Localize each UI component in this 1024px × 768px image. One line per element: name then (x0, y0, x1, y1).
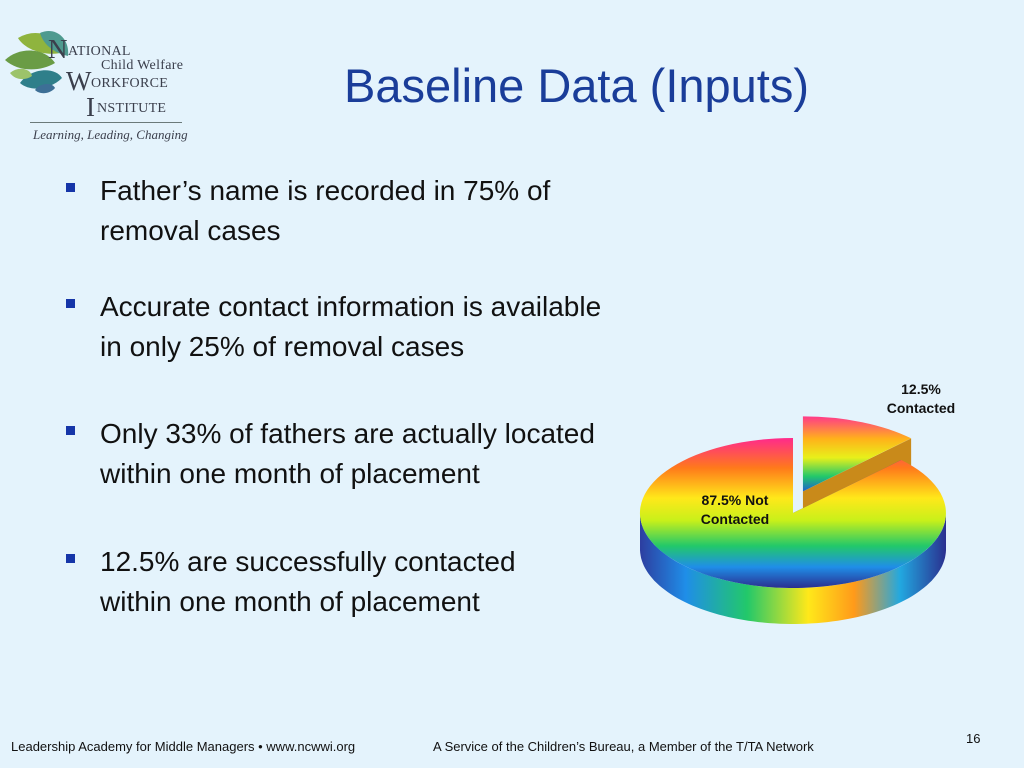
footer-left: Leadership Academy for Middle Managers • www.ncwwi.org (11, 739, 356, 754)
bullet-square-icon (66, 299, 75, 308)
bullet-line: within one month of placement (100, 458, 480, 489)
logo-letter-n: N (48, 34, 68, 64)
ncwwi-logo (0, 28, 200, 148)
bullet-square-icon (66, 554, 75, 563)
bullet-line: in only 25% of removal cases (100, 331, 465, 362)
slice-label-line: 87.5% Not (701, 492, 769, 508)
bullet-line: Accurate contact information is available (100, 291, 602, 322)
slice-label-not-contacted (690, 491, 780, 529)
pie-chart (630, 370, 1024, 640)
bullet-text (100, 542, 516, 622)
logo-word-ational: ATIONAL (68, 44, 131, 59)
page-number: 16 (966, 731, 981, 746)
slice-label-line: Contacted (700, 511, 770, 527)
logo-word-orkforce: ORKFORCE (91, 76, 169, 91)
logo-letter-i: I (86, 92, 95, 122)
logo-divider (30, 122, 182, 123)
bullet-line: Father’s name is recorded in 75% of (100, 175, 551, 206)
bullet-line: removal cases (100, 215, 281, 246)
footer-right: A Service of the Children’s Bureau, a Member of the T/TA Network (433, 739, 814, 754)
logo-child-welfare: Child Welfare (101, 58, 184, 73)
bullet-line: Only 33% of fathers are actually located (100, 418, 595, 449)
slide-title: Baseline Data (Inputs) (344, 59, 810, 112)
bullet-text (100, 414, 595, 494)
bullet-square-icon (66, 183, 75, 192)
logo-tagline: Learning, Leading, Changing (33, 127, 188, 142)
bullet-square-icon (66, 426, 75, 435)
slice-label-contacted (876, 380, 966, 418)
logo-letter-w: W (66, 66, 92, 96)
bullet-text (100, 171, 550, 251)
slice-label-line: Contacted (886, 400, 956, 416)
bullet-line: 12.5% are successfully contacted (100, 546, 516, 577)
slice-label-line: 12.5% (901, 381, 941, 397)
logo-word-nstitute: NSTITUTE (97, 101, 167, 116)
bullet-text (100, 287, 601, 367)
bullet-line: within one month of placement (100, 586, 480, 617)
